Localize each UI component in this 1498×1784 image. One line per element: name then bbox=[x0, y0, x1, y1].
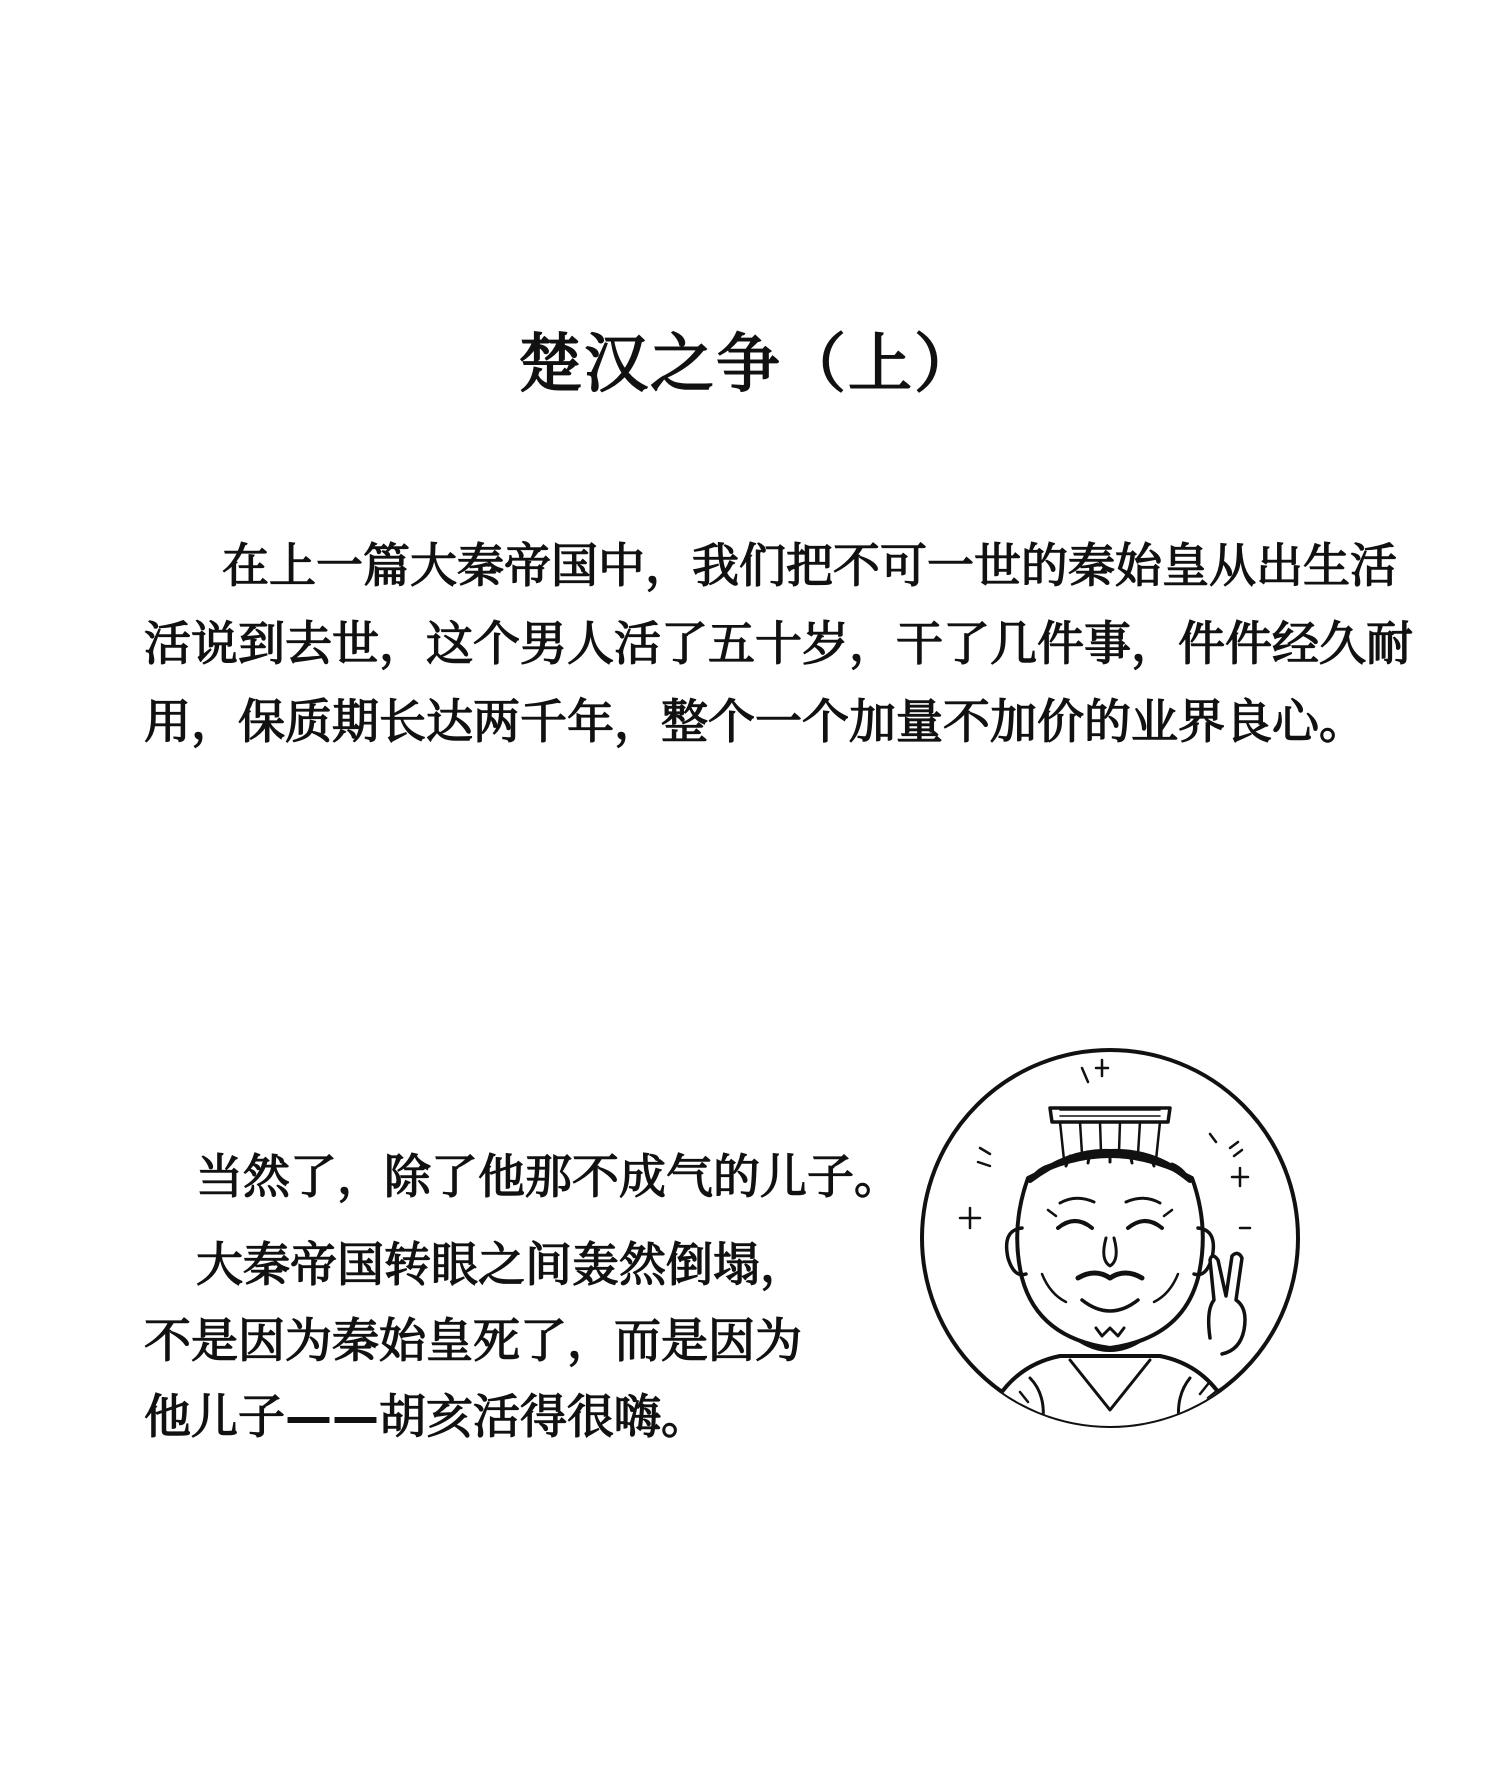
paragraph-collapse bbox=[144, 1228, 884, 1456]
paragraph-collapse-line-1: 大秦帝国转眼之间轰然倒塌， bbox=[196, 1238, 807, 1293]
paragraph-intro: 在上一篇大秦帝国中，我们把不可一世的秦始皇从出生活活说到去世，这个男人活了五十岁，干了几件事，件件经久耐用，保质期长达两千年，整个一个加量不加价的业界良心。 bbox=[144, 539, 1413, 750]
page-title: 楚汉之争（上） bbox=[518, 328, 980, 402]
paragraph-son: 当然了，除了他那不成气的儿子。 bbox=[196, 1150, 901, 1205]
paragraph-collapse-line-2: 不是因为秦始皇死了，而是因为 bbox=[144, 1314, 802, 1369]
paragraph-collapse-line-3: 他儿子——胡亥活得很嗨。 bbox=[144, 1390, 708, 1445]
emperor-portrait-icon bbox=[910, 1038, 1310, 1438]
